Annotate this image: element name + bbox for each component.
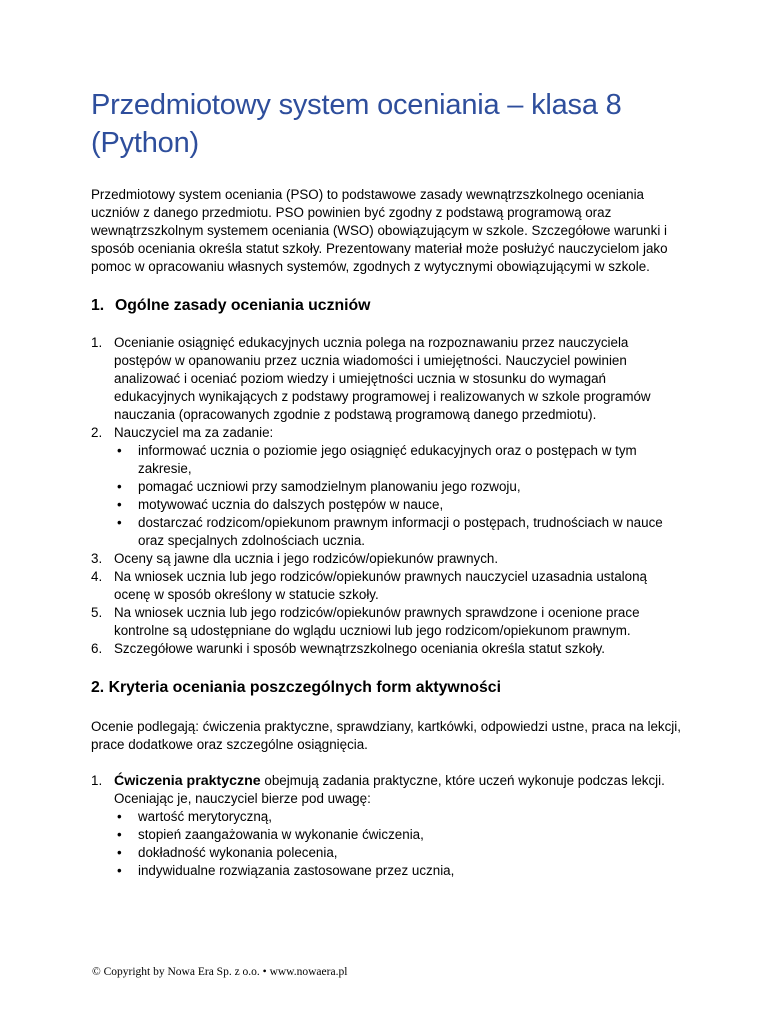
bullet-icon: • [117, 809, 122, 824]
bullet-item [114, 514, 681, 550]
intro-paragraph: Przedmiotowy system oceniania (PSO) to podstawowe zasady wewnątrzszkolnego oceniania uczniów z danego przedmiotu. PSO powinien być zgodny z podstawą programową oraz wewnątrzszkolnym systemem oceniania (WSO) obowiązującym w szkole. Szczegółowe warunki i sposób oceniania określa statut szkoły. Prezentowany materiał może posłużyć nauczycielom jako pomoc w opracowaniu własnych systemów, zgodnych z wytycznymi obowiązującymi w szkole. [91, 187, 668, 274]
list-item-number: 1. [91, 335, 103, 350]
list-item [91, 334, 681, 424]
bullet-icon: • [117, 863, 122, 878]
criteria-bullet-list [114, 808, 681, 880]
bullet-item [114, 808, 681, 826]
section-2-intro: Ocenie podlegają: ćwiczenia praktyczne, sprawdziany, kartkówki, odpowiedzi ustne, praca na lekcji, prace dodatkowe oraz szczególne osiągnięcia. [91, 719, 681, 752]
list-item-text: Szczegółowe warunki i sposób wewnątrzszkolnego oceniania określa statut szkoły. [114, 641, 605, 656]
bullet-item [114, 826, 681, 844]
bullet-text: informować ucznia o poziomie jego osiągnięć edukacyjnych oraz o postępach w tym zakresie, [138, 443, 637, 476]
bullet-item [114, 442, 681, 478]
bullet-text: indywidualne rozwiązania zastosowane przez ucznia, [138, 863, 455, 878]
bullet-icon: • [117, 497, 122, 512]
list-item [91, 568, 681, 604]
document-page [91, 86, 681, 880]
list-item [91, 550, 681, 568]
list-item [91, 640, 681, 658]
section-1-content [91, 334, 681, 658]
bullet-icon: • [117, 443, 122, 458]
list-item-text: Na wniosek ucznia lub jego rodziców/opiekunów prawnych sprawdzone i ocenione prace kontrolne są udostępniane do wglądu uczniowi lub jego rodzicom/opiekunom prawnym. [114, 605, 640, 638]
list-item-text: obejmują zadania praktyczne, które uczeń wykonuje podczas lekcji. Oceniając je, nauczyciel bierze pod uwagę: [114, 773, 665, 806]
bullet-text: dokładność wykonania polecenia, [138, 845, 338, 860]
list-item [91, 424, 681, 550]
list-item-number: 3. [91, 551, 103, 566]
section-1-number: 1. [91, 297, 105, 314]
list-item-number: 5. [91, 605, 103, 620]
list-item-text: Nauczyciel ma za zadanie: [114, 425, 274, 440]
section-1-title: Ogólne zasady oceniania uczniów [115, 297, 371, 314]
bullet-icon: • [117, 845, 122, 860]
bullet-item [114, 862, 681, 880]
bullet-item [114, 478, 681, 496]
bullet-text: stopień zaangażowania w wykonanie ćwiczenia, [138, 827, 424, 842]
bullet-text: motywować ucznia do dalszych postępów w nauce, [138, 497, 444, 512]
bullet-text: pomagać uczniowi przy samodzielnym planowaniu jego rozwoju, [138, 479, 521, 494]
section-1-list [91, 334, 681, 658]
page-footer: © Copyright by Nowa Era Sp. z o.o. • www.nowaera.pl [92, 966, 348, 978]
list-item-number: 6. [91, 641, 103, 656]
section-2-content [91, 718, 681, 880]
list-item-text: Na wniosek ucznia lub jego rodziców/opiekunów prawnych nauczyciel uzasadnia ustaloną ocenę w sposób określony w statucie szkoły. [114, 569, 647, 602]
bullet-icon: • [117, 479, 122, 494]
list-item-number: 4. [91, 569, 103, 584]
bullet-icon: • [117, 827, 122, 842]
section-1-heading [91, 296, 681, 316]
task-bullet-list [114, 442, 681, 550]
list-item-text: Ocenianie osiągnięć edukacyjnych ucznia polega na rozpoznawaniu przez nauczyciela postępów w opanowaniu przez ucznia wiadomości i umiejętności. Nauczyciel powinien analizować i oceniać poziom wiedzy i umiejętności ucznia w stosunku do wymagań edukacyjnych wynikających z podstawy programowej i realizowanych w szkole programów nauczania (opracowanych zgodnie z podstawą programową danego przedmiotu). [114, 335, 651, 422]
list-item-number: 1. [91, 773, 103, 788]
bullet-icon: • [117, 515, 122, 530]
list-item-text: Oceny są jawne dla ucznia i jego rodziców/opiekunów prawnych. [114, 551, 499, 566]
section-2-list [91, 772, 681, 880]
list-item [91, 772, 681, 880]
list-item-bold-term: Ćwiczenia praktyczne [114, 773, 261, 789]
list-item-number: 2. [91, 425, 103, 440]
list-item [91, 604, 681, 640]
bullet-text: wartość merytoryczną, [138, 809, 272, 824]
bullet-item [114, 496, 681, 514]
bullet-text: dostarczać rodzicom/opiekunom prawnym informacji o postępach, trudnościach w nauce oraz specjalnych zdolnościach ucznia. [138, 515, 663, 548]
bullet-item [114, 844, 681, 862]
document-title: Przedmiotowy system oceniania – klasa 8 (Python) [91, 89, 622, 159]
section-2-heading: 2. Kryteria oceniania poszczególnych form aktywności [91, 679, 501, 696]
